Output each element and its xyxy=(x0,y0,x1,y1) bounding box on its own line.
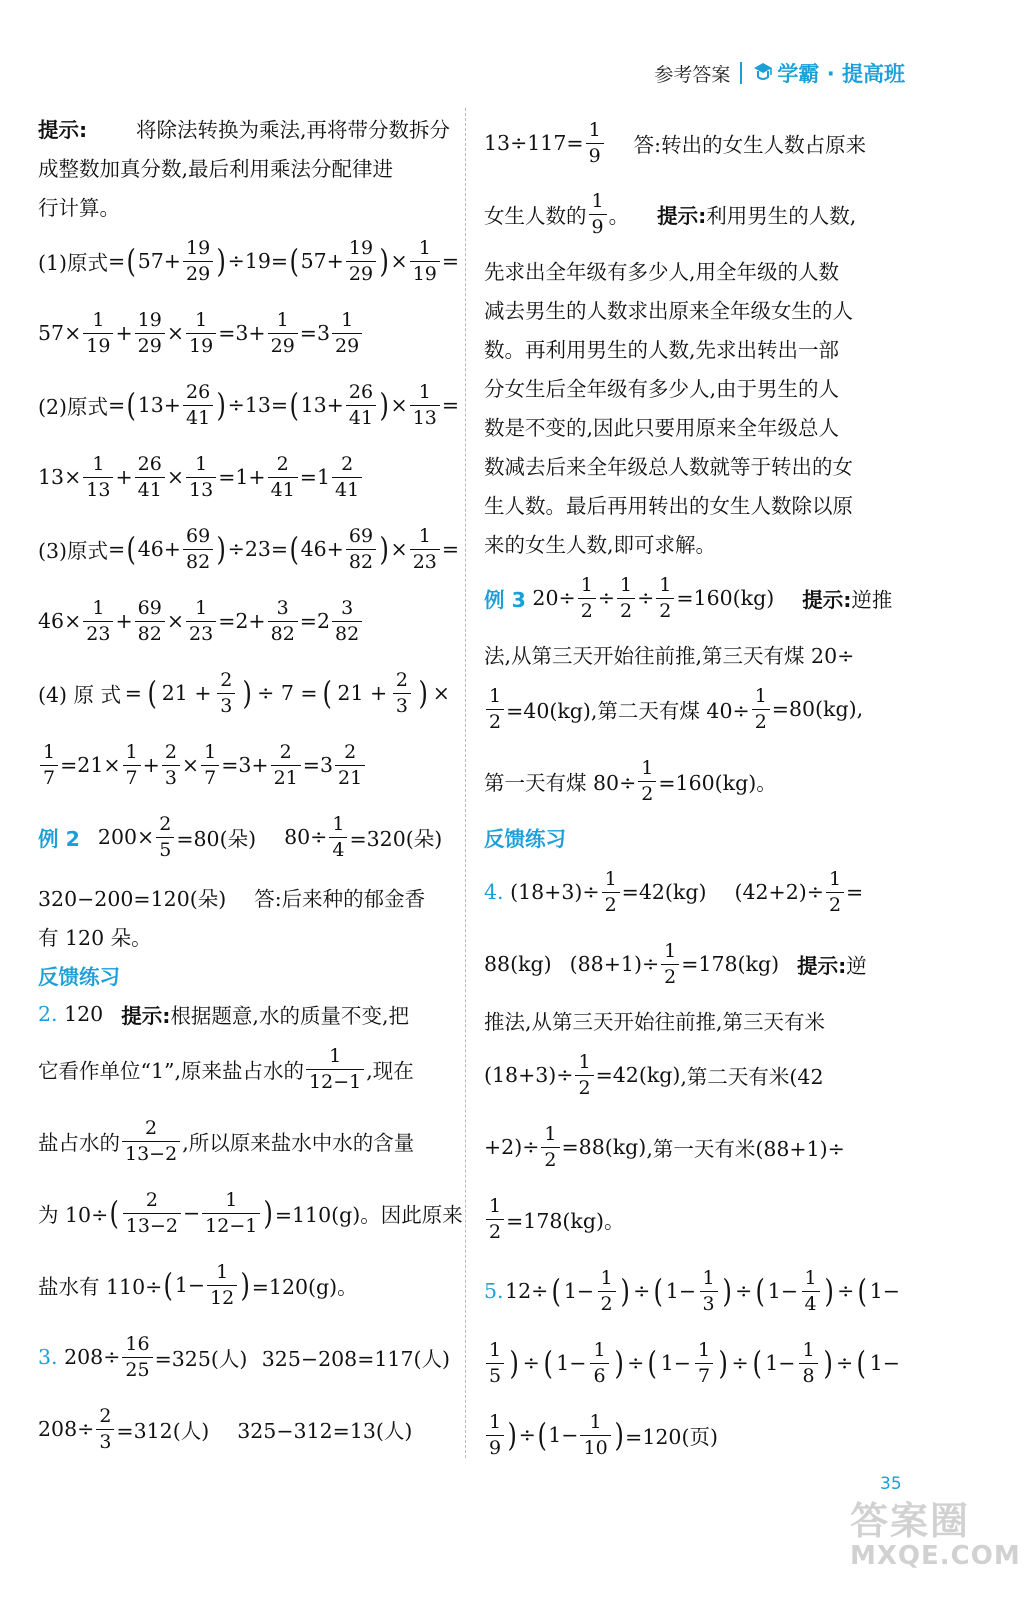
hint-line-3 xyxy=(38,186,450,225)
q4-number: 4. xyxy=(484,880,504,904)
example-3-line-2 xyxy=(484,634,900,673)
q3-answer-end: 。 xyxy=(608,204,630,228)
hint-label: 提示: xyxy=(38,117,88,142)
left-column xyxy=(38,108,463,1465)
example-2-answer-end: 有 120 朵。 xyxy=(38,925,152,950)
q2-hint-label: 提示: xyxy=(121,1003,171,1028)
example-3-text-4b: =160(kg)。 xyxy=(658,771,777,795)
example-3-hint-start: 逆推 xyxy=(851,588,893,612)
q5-line-3: $\frac{1}{9}$ ) ÷ ( 1− $\frac{1}{10}$ ) =120(页) xyxy=(484,1399,900,1471)
example-3-line-3: $\frac{1}{2}$ =40(kg),第二天有煤 40÷ $\frac{1}{2}$ =80(kg), xyxy=(484,673,900,745)
q2-line-5: 盐水有 110÷ ( 1− $\frac{1}{12}$ ) =120(g)。 xyxy=(38,1260,358,1309)
example-2-calc: 320−200=120(朵) xyxy=(38,886,227,911)
right-column xyxy=(484,108,900,1471)
example-3-line-1: 例 3 20÷ $\frac{1}{2}$ ÷ $\frac{1}{2}$ ÷ $\frac{1}{2}$ =160(kg) 提示: 逆推 xyxy=(484,573,893,622)
q5-line-2: $\frac{1}{5}$ ) ÷ ( 1− $\frac{1}{6}$ ) ÷ ( 1− $\frac{1}{7}$ ) ÷ ( 1− $\frac{1}{8}$ ) ÷ ( 1− xyxy=(484,1327,900,1399)
q3-hint-label: 提示: xyxy=(657,204,707,228)
q4-line-3 xyxy=(484,1000,900,1039)
q2-text-3a: 盐占水的 xyxy=(38,1131,120,1155)
q2-line-1 xyxy=(38,994,450,1033)
q2-answer: 120 xyxy=(64,1001,104,1026)
q3-hint-text-3: 数。再利用男生的人数,先求出转出一部 xyxy=(484,337,840,362)
q3-hint-text-6: 数减去后来全年级总人数就等于转出的女 xyxy=(484,454,853,479)
hint-text-2: 成整数加真分数,最后利用乘法分配律进 xyxy=(38,156,394,181)
q3-hint-text-4: 分女生后全年级有多少人,由于男生的人 xyxy=(484,376,840,401)
q2-hint-text: 根据题意,水的质量不变,把 xyxy=(170,1003,409,1028)
q3-hint-text-1: 先求出全年级有多少人,用全年级的人数 xyxy=(484,259,840,284)
q3-hint-line-4 xyxy=(484,367,900,406)
q3-hint-start: 利用男生的人数, xyxy=(706,204,857,228)
q3-answer-text: 女生人数的 xyxy=(484,204,587,228)
q3-line-1: 3. 208÷ $\frac{16}{25}$ =325(人) 325−208=117(人) xyxy=(38,1332,450,1381)
problem-4-line-1: (4) 原 式 = ( 21 + $\frac{2}{3}$ ) ÷ 7 = ( 21 + $\frac{2}{3}$ ) × xyxy=(38,668,450,717)
example-3-text-2: 法,从第三天开始往前推,第三天有煤 20÷ xyxy=(484,643,855,668)
q5-line-1: 5. 12÷ ( 1− $\frac{1}{2}$ ) ÷ ( 1− $\frac{1}{3}$ ) ÷ ( 1− $\frac{1}{4}$ ) ÷ ( 1− xyxy=(484,1266,900,1315)
feedback-title-left: 反馈练习 xyxy=(38,964,120,989)
q3-hint-line-1 xyxy=(484,250,900,289)
q4-line-1: 4. (18+3)÷ $\frac{1}{2}$ =42(kg) (42+2)÷ $\frac{1}{2}$ = xyxy=(484,867,864,916)
q4-hint-label: 提示: xyxy=(797,954,847,978)
example-3-text-3a: =40(kg),第二天有煤 40÷ xyxy=(506,699,750,723)
watermark-text: 答案圈 xyxy=(850,1499,971,1543)
problem-4-label: (4) 原 式 xyxy=(38,683,122,707)
column-divider xyxy=(465,108,466,1458)
q3-hint-text-7: 生人数。最后再用转出的女生人数除以原 xyxy=(484,493,853,518)
q4-text-5b: ,第一天有米(88+1)÷ xyxy=(646,1137,845,1161)
problem-3-line-2: 46× $\frac{1}{23}$ + $\frac{69}{82}$ × $\frac{1}{23}$ =2+ $\frac{3}{82}$ =2 $\frac{3}{82}$ xyxy=(38,585,450,657)
problem-2-label: (2)原式 xyxy=(38,395,109,419)
example-3-text-4a: 第一天有煤 80÷ xyxy=(484,771,637,795)
example-2-label: 例 2 xyxy=(38,827,80,851)
page-header xyxy=(654,58,905,88)
q4-line-2: 88(kg) (88+1)÷ $\frac{1}{2}$ =178(kg) 提示: 逆 xyxy=(484,939,867,988)
q4-text-4b: ,第二天有米(42 xyxy=(680,1065,824,1089)
q5-number: 5. xyxy=(484,1279,504,1303)
problem-2-line-1: (2)原式 = ( 13+ $\frac{26}{41}$ ) ÷13= ( 13+ $\frac{26}{41}$ ) × $\frac{1}{13}$ = xyxy=(38,380,460,429)
q3-hint-text-2: 减去男生的人数求出原来全年级女生的人 xyxy=(484,298,853,323)
q2-text-2a: 它看作单位“1”,原来盐占水的 xyxy=(38,1059,305,1083)
q3-answer-line-2: 女生人数的 $\frac{1}{9}$ 。 提示: 利用男生的人数, xyxy=(484,189,857,238)
hint-text-3: 行计算。 xyxy=(38,195,120,220)
q2-text-5b: =120(g)。 xyxy=(251,1275,358,1299)
q2-line-2: 它看作单位“1”,原来盐占水的 $\frac{1}{12-1}$ ,现在 xyxy=(38,1044,414,1093)
section-title: 参考答案 xyxy=(654,63,731,86)
brand-logo xyxy=(752,58,905,88)
header-separator xyxy=(740,62,742,84)
hint-text-1: 将除法转换为乘法,再将带分数拆分 xyxy=(135,117,450,142)
q3-hint-line-8 xyxy=(484,523,900,562)
hint-line-2 xyxy=(38,147,450,186)
example-2-line-3 xyxy=(38,916,450,955)
q2-line-3: 盐占水的 $\frac{2}{13-2}$ ,所以原来盐水中水的含量 xyxy=(38,1116,415,1165)
q3-hint-text-5: 数是不变的,因此只要用原来全年级总人 xyxy=(484,415,840,440)
watermark-url: MXQE.COM xyxy=(850,1541,1021,1571)
example-2-line-2 xyxy=(38,877,450,916)
q3-number: 3. xyxy=(38,1345,58,1369)
q3-hint-line-7 xyxy=(484,484,900,523)
example-3-label: 例 3 xyxy=(484,588,526,612)
q3-final-answer: 答:转出的女生人数占原来 xyxy=(633,133,867,157)
q3-hint-text-8: 来的女生人数,即可求解。 xyxy=(484,532,717,557)
q2-text-4b: =110(g)。因此原来 xyxy=(274,1203,463,1227)
page-number: 35 xyxy=(880,1474,902,1494)
q3-hint-line-3 xyxy=(484,328,900,367)
problem-1-label: (1)原式 xyxy=(38,251,109,275)
problem-3-line-1: (3)原式 = ( 46+ $\frac{69}{82}$ ) ÷23= ( 46+ $\frac{69}{82}$ ) × $\frac{1}{23}$ = xyxy=(38,524,460,573)
example-3-text-3b: =80(kg), xyxy=(771,697,864,721)
q2-text-2b: ,现在 xyxy=(366,1059,414,1083)
q3-answer-line: 13÷117= $\frac{1}{9}$ 答:转出的女生人数占原来 xyxy=(484,118,867,167)
q4-line-6: $\frac{1}{2}$ =178(kg)。 xyxy=(484,1183,900,1255)
problem-1-line-1: (1)原式 = ( 57+ $\frac{19}{29}$ ) ÷19= ( 57+ $\frac{19}{29}$ ) × $\frac{1}{19}$ = xyxy=(38,236,460,285)
example-3-hint-label: 提示: xyxy=(802,588,852,612)
q4-hint-start: 逆 xyxy=(846,954,867,978)
q3-hint-line-6 xyxy=(484,445,900,484)
q3-final-calc: 13÷117= xyxy=(484,131,584,155)
q2-text-5a: 盐水有 110÷ xyxy=(38,1275,163,1299)
q4-text-3: 推法,从第三天开始往前推,第三天有米 xyxy=(484,1009,826,1034)
q3-line-2: 208÷ $\frac{2}{3}$ =312(人) 325−312=13(人) xyxy=(38,1404,413,1453)
feedback-title-right: 反馈练习 xyxy=(484,826,566,851)
q4-line-4: (18+3)÷ $\frac{1}{2}$ =42(kg) ,第二天有米(42 xyxy=(484,1050,824,1099)
q3-hint-line-2 xyxy=(484,289,900,328)
q4-line-5: +2)÷ $\frac{1}{2}$ =88(kg) ,第一天有米(88+1)÷ xyxy=(484,1122,845,1171)
graduation-cap-icon xyxy=(752,60,774,86)
example-2-line-1: 例 2 200× $\frac{2}{5}$ =80(朵) 80÷ $\frac{1}{4}$ =320(朵) xyxy=(38,812,443,861)
problem-1-line-2: 57× $\frac{1}{19}$ + $\frac{19}{29}$ × $\frac{1}{19}$ =3+ $\frac{1}{29}$ =3 $\frac{1}{29}$ xyxy=(38,297,450,369)
q4-text-6b: =178(kg)。 xyxy=(506,1209,625,1233)
example-3-line-4: 第一天有煤 80÷ $\frac{1}{2}$ =160(kg)。 xyxy=(484,756,777,805)
example-2-answer: 答:后来种的郁金香 xyxy=(254,886,426,911)
q2-line-4: 为 10÷ ( $\frac{2}{13-2}$ − $\frac{1}{12-1}$ ) =110(g)。因此原来 xyxy=(38,1188,463,1237)
problem-3-label: (3)原式 xyxy=(38,539,109,563)
problem-2-line-2: 13× $\frac{1}{13}$ + $\frac{26}{41}$ × $\frac{1}{13}$ =1+ $\frac{2}{41}$ =1 $\frac{2}{41}$ xyxy=(38,441,450,513)
watermark xyxy=(850,1490,1021,1571)
brand-name: 学霸 · 提高班 xyxy=(777,62,905,86)
q2-text-4a: 为 10÷ xyxy=(38,1203,109,1227)
q2-text-3b: ,所以原来盐水中水的含量 xyxy=(182,1131,415,1155)
q3-hint-line-5 xyxy=(484,406,900,445)
problem-4-line-2: $\frac{1}{7}$ =21× $\frac{1}{7}$ + $\frac{2}{3}$ × $\frac{1}{7}$ =3+ $\frac{2}{21}$ =3 $\frac{2}{21}$ xyxy=(38,729,450,801)
hint-line-1 xyxy=(38,108,450,147)
q2-number: 2. xyxy=(38,1001,58,1026)
